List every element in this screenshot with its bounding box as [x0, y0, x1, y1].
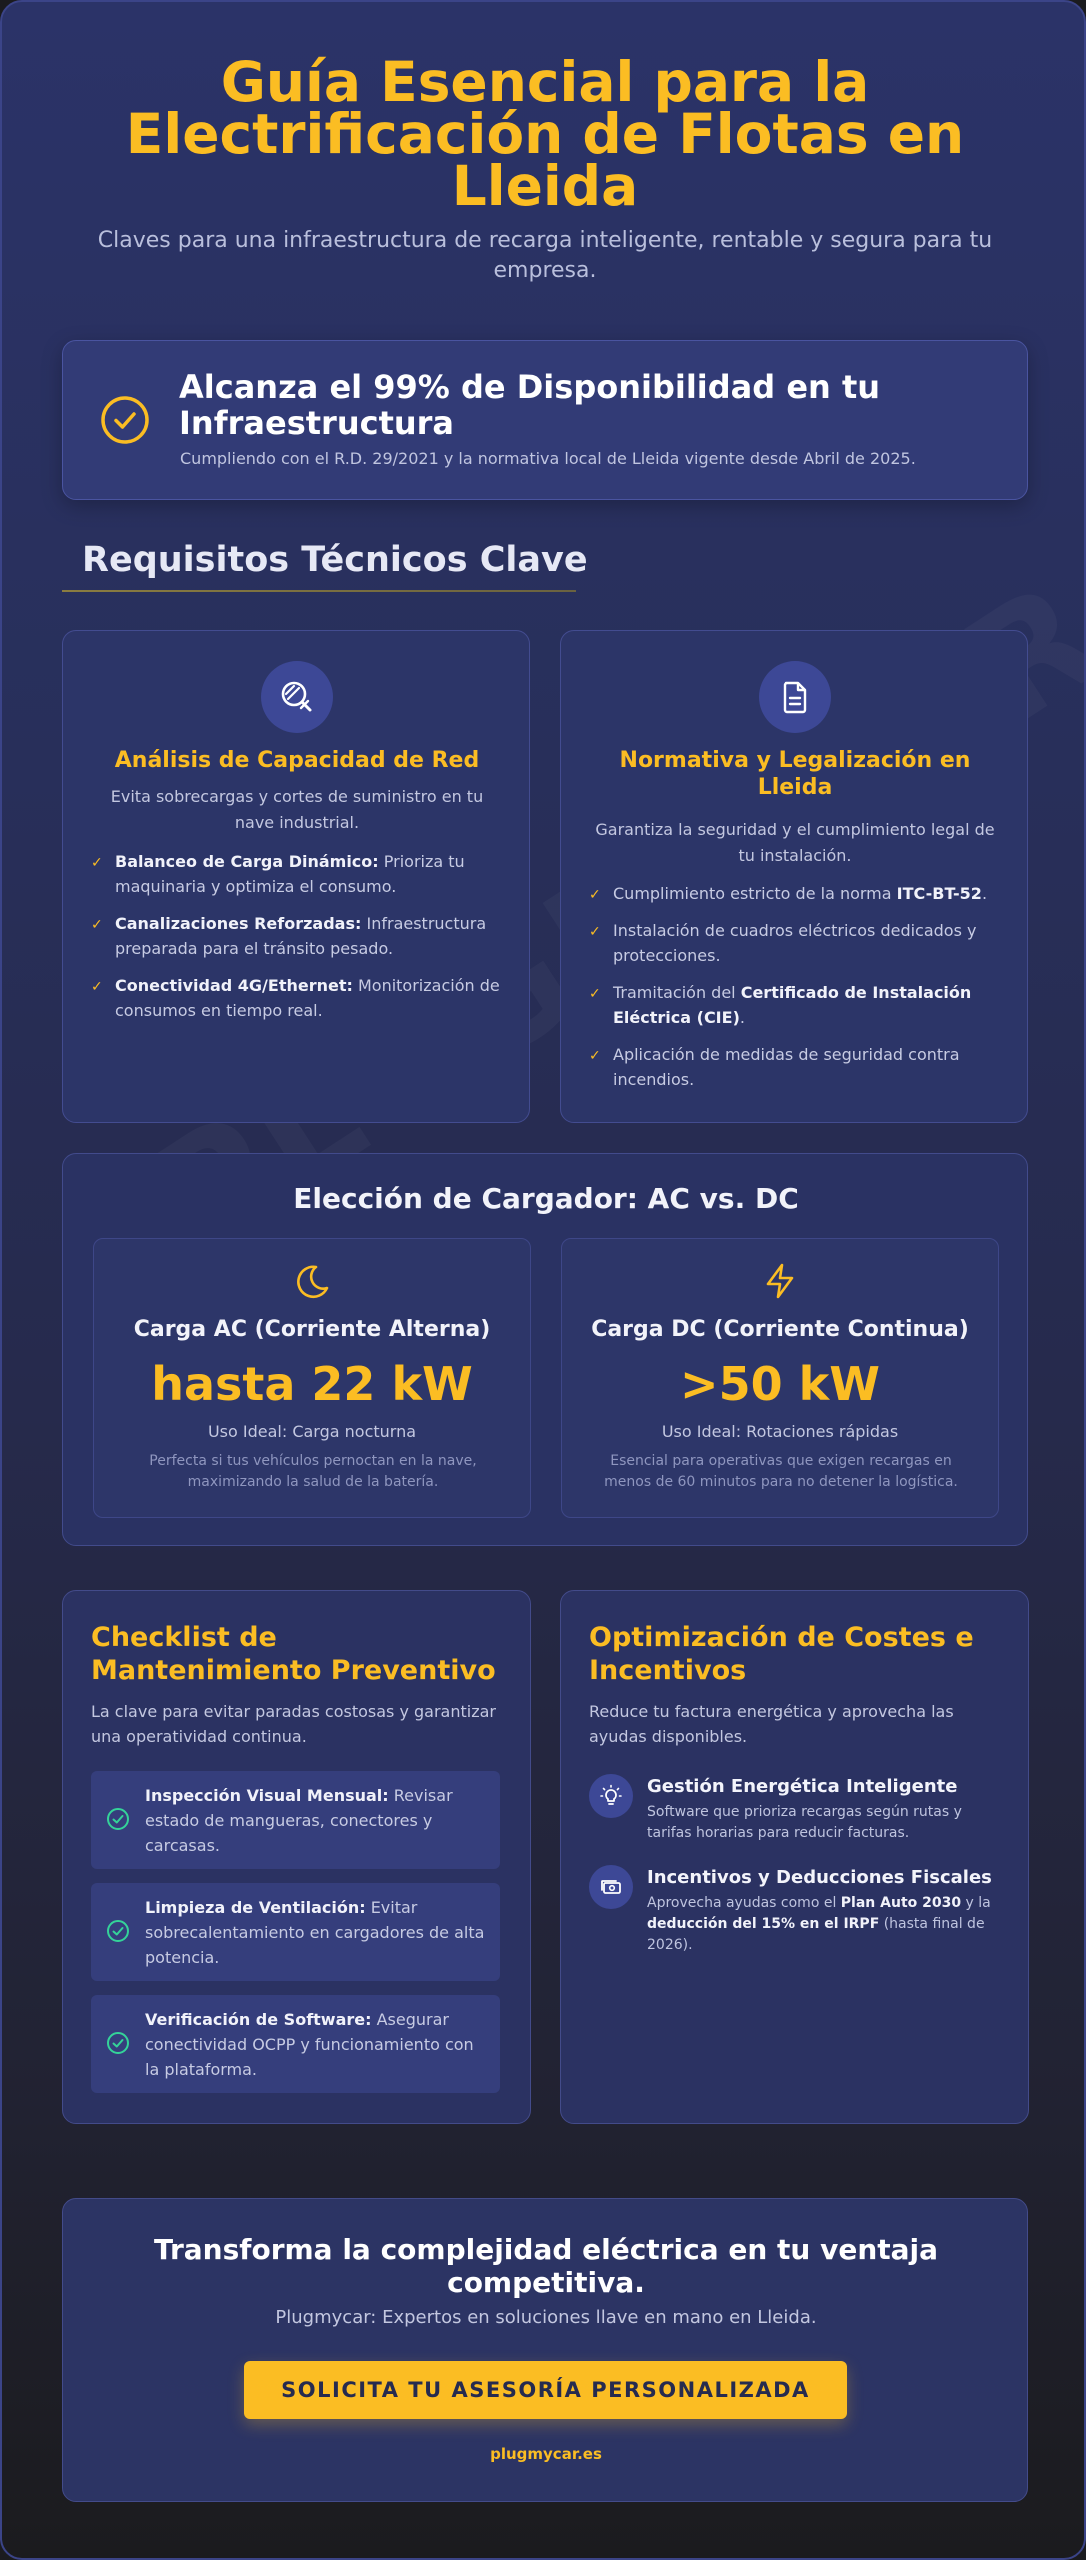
list-item: ✓ Canalizaciones Reforzadas: Infraestructura preparada para el tránsito pesado.	[91, 914, 487, 958]
list-item: ✓ Instalación de cuadros eléctricos dedicados y protecciones.	[589, 921, 977, 965]
money-icon	[589, 1865, 633, 1909]
energy-management-title: Gestión Energética Inteligente	[647, 1776, 958, 1797]
list-item: ✓ Aplicación de medidas de seguridad contra incendios.	[589, 1045, 960, 1089]
call-to-action	[62, 2198, 1028, 2502]
maintenance-title: Checklist de Mantenimiento Preventivo	[91, 1622, 496, 1686]
network-card-title: Análisis de Capacidad de Red	[114, 748, 480, 773]
check-circle-icon	[97, 392, 153, 448]
network-capacity-card	[62, 630, 530, 1123]
legal-compliance-card	[560, 630, 1028, 1123]
maintenance-lead: La clave para evitar paradas costosas y garantizar una operatividad continua.	[91, 1702, 496, 1746]
charger-comparison-title: Elección de Cargador: AC vs. DC	[293, 1182, 799, 1215]
legal-card-title: Normativa y Legalización en Lleida	[619, 748, 971, 800]
dc-title: Carga DC (Corriente Continua)	[591, 1317, 969, 1342]
page-title: Guía Esencial para la Electrificación de Flotas en Lleida	[125, 50, 965, 218]
network-card-lead: Evita sobrecargas y cortes de suministro en tu nave industrial.	[110, 787, 484, 832]
dc-ideal-use: Uso Ideal: Rotaciones rápidas	[661, 1422, 899, 1441]
banner-text: Cumpliendo con el R.D. 29/2021 y la normativa local de Lleida vigente desde Abril de 2025.	[180, 449, 916, 468]
incentives-item	[589, 1865, 1009, 1955]
ac-charging-card	[93, 1238, 531, 1518]
incentives-title: Incentivos y Deducciones Fiscales	[647, 1867, 992, 1888]
check-icon: ✓	[589, 1048, 601, 1064]
list-item: Verificación de Software: Asegurar conectividad OCPP y funcionamiento con la plataforma.	[91, 1995, 500, 2093]
request-consultation-button[interactable]: SOLICITA TU ASESORÍA PERSONALIZADA	[244, 2361, 847, 2419]
cta-title: Transforma la complejidad eléctrica en tu ventaja competitiva.	[153, 2233, 939, 2299]
dc-charging-card	[561, 1238, 999, 1518]
document-icon	[759, 661, 831, 733]
check-icon: ✓	[91, 917, 103, 933]
page-subtitle: Claves para una infraestructura de recarga inteligente, rentable y segura para tu empresa.	[97, 228, 993, 283]
list-item: ✓ Conectividad 4G/Ethernet: Monitorización de consumos en tiempo real.	[91, 976, 500, 1020]
charger-comparison	[62, 1153, 1028, 1546]
list-item: ✓ Tramitación del Certificado de Instalación Eléctrica (CIE).	[589, 983, 972, 1027]
list-item: ✓ Cumplimiento estricto de la norma ITC-BT-52.	[589, 881, 1001, 906]
section-title: Requisitos Técnicos Clave	[82, 540, 588, 580]
check-circle-icon	[105, 2030, 131, 2056]
legal-requirements-list	[589, 881, 1001, 1104]
lightning-icon	[760, 1261, 800, 1301]
check-circle-icon	[105, 1918, 131, 1944]
dc-note: Esencial para operativas que exigen recargas en menos de 60 minutos para no detener la logística.	[604, 1453, 958, 1490]
section-divider	[62, 590, 576, 592]
check-circle-icon	[105, 1806, 131, 1832]
energy-management-item	[589, 1774, 1009, 1844]
costs-lead: Reduce tu factura energética y aprovecha las ayudas disponibles.	[589, 1702, 954, 1746]
cost-optimization-card	[560, 1590, 1029, 2124]
costs-title: Optimización de Costes e Incentivos	[589, 1622, 974, 1686]
check-icon: ✓	[589, 924, 601, 940]
check-icon: ✓	[91, 979, 103, 995]
ac-ideal-use: Uso Ideal: Carga nocturna	[207, 1422, 417, 1441]
legal-card-lead: Garantiza la seguridad y el cumplimiento legal de tu instalación.	[595, 820, 995, 865]
ac-note: Perfecta si tus vehículos pernoctan en la nave, maximizando la salud de la batería.	[149, 1453, 477, 1490]
incentives-text: Aprovecha ayudas como el Plan Auto 2030 y la deducción del 15% en el IRPF (hasta final de 2026).	[647, 1895, 991, 1953]
list-item: Inspección Visual Mensual: Revisar estado de mangueras, conectores y carcasas.	[91, 1771, 500, 1869]
banner-title: Alcanza el 99% de Disponibilidad en tu Infraestructura	[179, 368, 881, 442]
ac-power: hasta 22 kW	[151, 1357, 473, 1411]
dc-power: >50 kW	[680, 1357, 880, 1411]
network-search-icon	[261, 661, 333, 733]
ac-title: Carga AC (Corriente Alterna)	[133, 1317, 491, 1342]
moon-icon	[292, 1261, 332, 1301]
network-requirements-list	[91, 849, 503, 1035]
energy-management-text: Software que prioriza recargas según rutas y tarifas horarias para reducir facturas.	[647, 1804, 962, 1841]
check-icon: ✓	[589, 887, 601, 903]
list-item: Limpieza de Ventilación: Evitar sobrecalentamiento en cargadores de alta potencia.	[91, 1883, 500, 1981]
cta-text: Plugmycar: Expertos en soluciones llave en mano en Lleida.	[275, 2307, 817, 2328]
header	[62, 50, 1028, 286]
availability-banner	[62, 340, 1028, 500]
website-link[interactable]: plugmycar.es	[490, 2445, 602, 2463]
maintenance-checklist-card	[62, 1590, 531, 2124]
list-item: ✓ Balanceo de Carga Dinámico: Prioriza tu maquinaria y optimiza el consumo.	[91, 852, 465, 896]
check-icon: ✓	[91, 855, 103, 871]
lightbulb-icon	[589, 1774, 633, 1818]
check-icon: ✓	[589, 986, 601, 1002]
